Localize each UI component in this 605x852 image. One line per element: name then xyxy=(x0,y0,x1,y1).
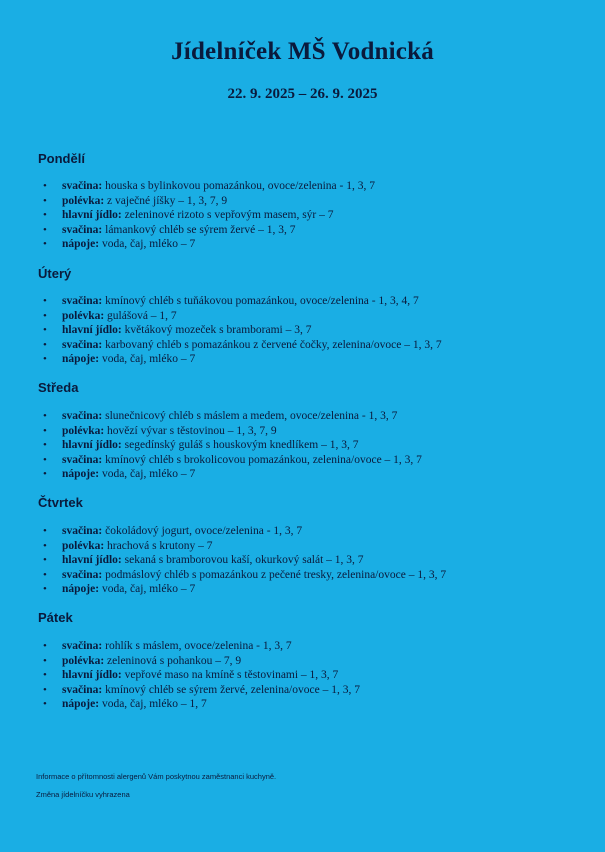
date-range: 22. 9. 2025 – 26. 9. 2025 xyxy=(227,86,378,102)
bullet-icon: • xyxy=(43,669,47,682)
day-heading-tuesday: Úterý xyxy=(38,266,72,281)
bullet-icon: • xyxy=(43,324,47,337)
list-item: • hlavní jídlo: zeleninové rizoto s vepřovým masem, sýr – 7 xyxy=(43,209,334,222)
meal-list-monday xyxy=(40,179,375,252)
list-item: • svačina: kmínový chléb s brokolicovou pomazánkou, zelenina/ovoce – 1, 3, 7 xyxy=(43,453,422,466)
bullet-icon: • xyxy=(43,209,47,222)
bullet-icon: • xyxy=(43,194,47,207)
bullet-icon: • xyxy=(43,353,47,366)
list-item: • svačina: kmínový chléb s tuňákovou pomazánkou, ovoce/zelenina - 1, 3, 4, 7 xyxy=(43,295,419,307)
list-item: • polévka: gulášová – 1, 7 xyxy=(43,309,177,322)
bullet-icon: • xyxy=(43,554,47,567)
bullet-icon: • xyxy=(43,654,47,667)
meal-list-wednesday xyxy=(40,409,422,482)
bullet-icon: • xyxy=(43,439,47,452)
bullet-icon: • xyxy=(43,468,47,481)
list-item: • hlavní jídlo: sekaná s bramborovou kaší, okurkový salát – 1, 3, 7 xyxy=(43,554,364,567)
bullet-icon: • xyxy=(43,309,47,322)
list-item: • svačina: kmínový chléb se sýrem žervé, zelenina/ovoce – 1, 3, 7 xyxy=(43,683,360,696)
allergen-note: Informace o přítomnosti alergenů Vám poskytnou zaměstnanci kuchyně. xyxy=(36,772,277,781)
bullet-icon: • xyxy=(43,295,47,307)
bullet-icon: • xyxy=(43,698,47,711)
bullet-icon: • xyxy=(43,583,47,596)
bullet-icon: • xyxy=(43,238,47,251)
list-item: • hlavní jídlo: květákový mozeček s bramborami – 3, 7 xyxy=(43,324,312,337)
list-item: • polévka: z vaječné jíšky – 1, 3, 7, 9 xyxy=(43,194,228,207)
list-item: • svačina: podmáslový chléb s pomazánkou z pečené tresky, zelenina/ovoce – 1, 3, 7 xyxy=(43,568,447,581)
meal-list-friday xyxy=(40,639,360,712)
meal-list-tuesday xyxy=(40,294,442,367)
list-item: • svačina: karbovaný chléb s pomazánkou z červené čočky, zelenina/ovoce – 1, 3, 7 xyxy=(43,338,442,351)
bullet-icon: • xyxy=(43,410,47,422)
bullet-icon: • xyxy=(43,683,47,696)
bullet-icon: • xyxy=(43,525,47,537)
list-item: • svačina: rohlík s máslem, ovoce/zelenina - 1, 3, 7 xyxy=(43,640,292,652)
bullet-icon: • xyxy=(43,338,47,351)
list-item: • nápoje: voda, čaj, mléko – 7 xyxy=(43,353,196,366)
day-heading-wednesday: Středa xyxy=(38,380,79,395)
day-heading-monday: Pondělí xyxy=(38,151,85,166)
bullet-icon: • xyxy=(43,424,47,437)
list-item: • hlavní jídlo: segedínský guláš s houskovým knedlíkem – 1, 3, 7 xyxy=(43,439,359,452)
list-item: • nápoje: voda, čaj, mléko – 7 xyxy=(43,238,196,251)
bullet-icon: • xyxy=(43,640,47,652)
list-item: • svačina: houska s bylinkovou pomazánkou, ovoce/zelenina - 1, 3, 7 xyxy=(43,180,375,192)
list-item: • nápoje: voda, čaj, mléko – 7 xyxy=(43,583,196,596)
bullet-icon: • xyxy=(43,539,47,552)
list-item: • svačina: čokoládový jogurt, ovoce/zelenina - 1, 3, 7 xyxy=(43,525,303,537)
list-item: • nápoje: voda, čaj, mléko – 7 xyxy=(43,468,196,481)
day-heading-thursday: Čtvrtek xyxy=(38,495,83,510)
bullet-icon: • xyxy=(43,223,47,236)
list-item: • polévka: hrachová s krutony – 7 xyxy=(43,539,213,552)
bullet-icon: • xyxy=(43,568,47,581)
list-item: • polévka: zeleninová s pohankou – 7, 9 xyxy=(43,654,242,667)
day-heading-friday: Pátek xyxy=(38,610,73,625)
change-note: Změna jídelníčku vyhrazena xyxy=(36,790,130,799)
meal-list-thursday xyxy=(40,524,446,597)
list-item: • hlavní jídlo: vepřové maso na kmíně s těstovinami – 1, 3, 7 xyxy=(43,669,339,682)
list-item: • svačina: lámankový chléb se sýrem žervé – 1, 3, 7 xyxy=(43,223,296,236)
list-item: • polévka: hovězí vývar s těstovinou – 1, 3, 7, 9 xyxy=(43,424,277,437)
list-item: • nápoje: voda, čaj, mléko – 1, 7 xyxy=(43,698,207,711)
list-item: • svačina: slunečnicový chléb s máslem a medem, ovoce/zelenina - 1, 3, 7 xyxy=(43,410,398,422)
page-title: Jídelníček MŠ Vodnická xyxy=(171,38,434,65)
bullet-icon: • xyxy=(43,180,47,192)
bullet-icon: • xyxy=(43,453,47,466)
